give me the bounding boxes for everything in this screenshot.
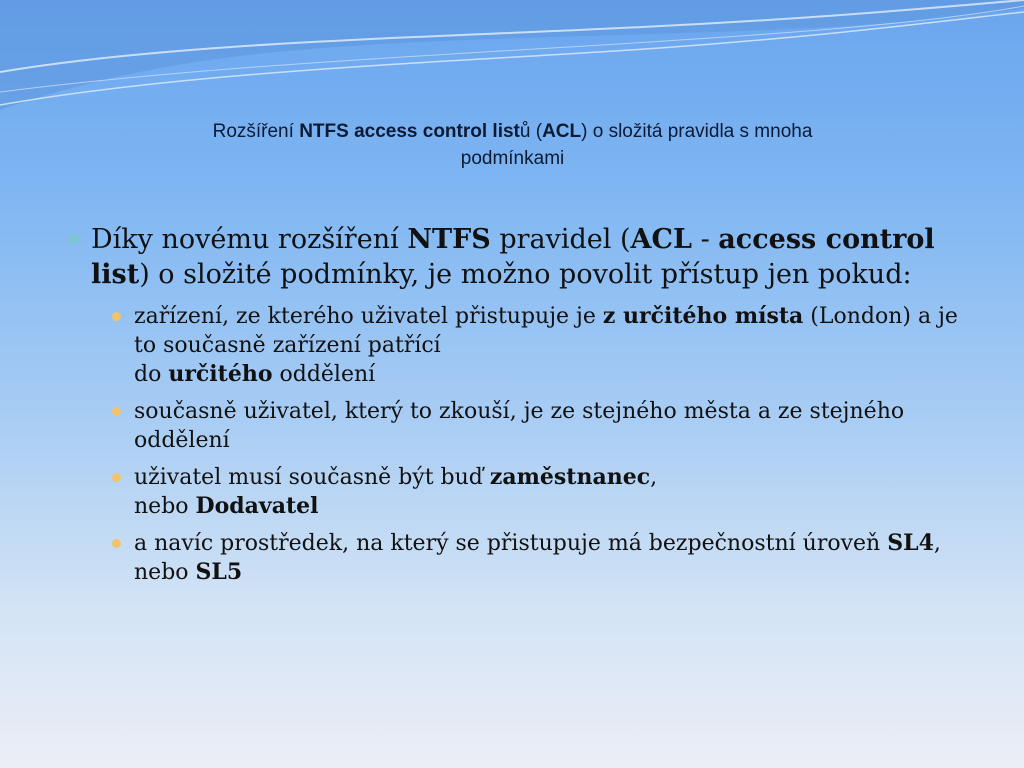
bullet-icon — [112, 407, 121, 416]
sub-bullet-list — [68, 302, 958, 587]
bullet-icon — [112, 539, 121, 548]
slide-title: Rozšíření NTFS access control listů (ACL) o složitá pravidla s mnoha podmínkami — [212, 121, 813, 169]
main-bullet-point: Díky novému rozšíření NTFS pravidel (ACL - access control list) o složité podmínky, je možno povolit přístup jen pokud: — [68, 222, 958, 292]
slide-content — [68, 222, 958, 595]
sub-bullet-employee: uživatel musí současně být buď zaměstnanec, nebo Dodavatel — [68, 463, 958, 521]
sub-bullet-same-city: současně uživatel, který to zkouší, je ze stejného města a ze stejného oddělení — [68, 397, 958, 455]
sub-bullet-security-level: a navíc prostředek, na který se přistupuje má bezpečnostní úroveň SL4, nebo SL5 — [68, 529, 958, 587]
bullet-icon — [112, 473, 121, 482]
bullet-icon — [112, 312, 121, 321]
bullet-icon — [68, 234, 79, 245]
sub-bullet-location: zařízení, ze kterého uživatel přistupuje je z určitého místa (London) a je to současně zařízení patřící do určitého oddělení — [68, 302, 958, 389]
wave-decoration — [0, 0, 1024, 130]
